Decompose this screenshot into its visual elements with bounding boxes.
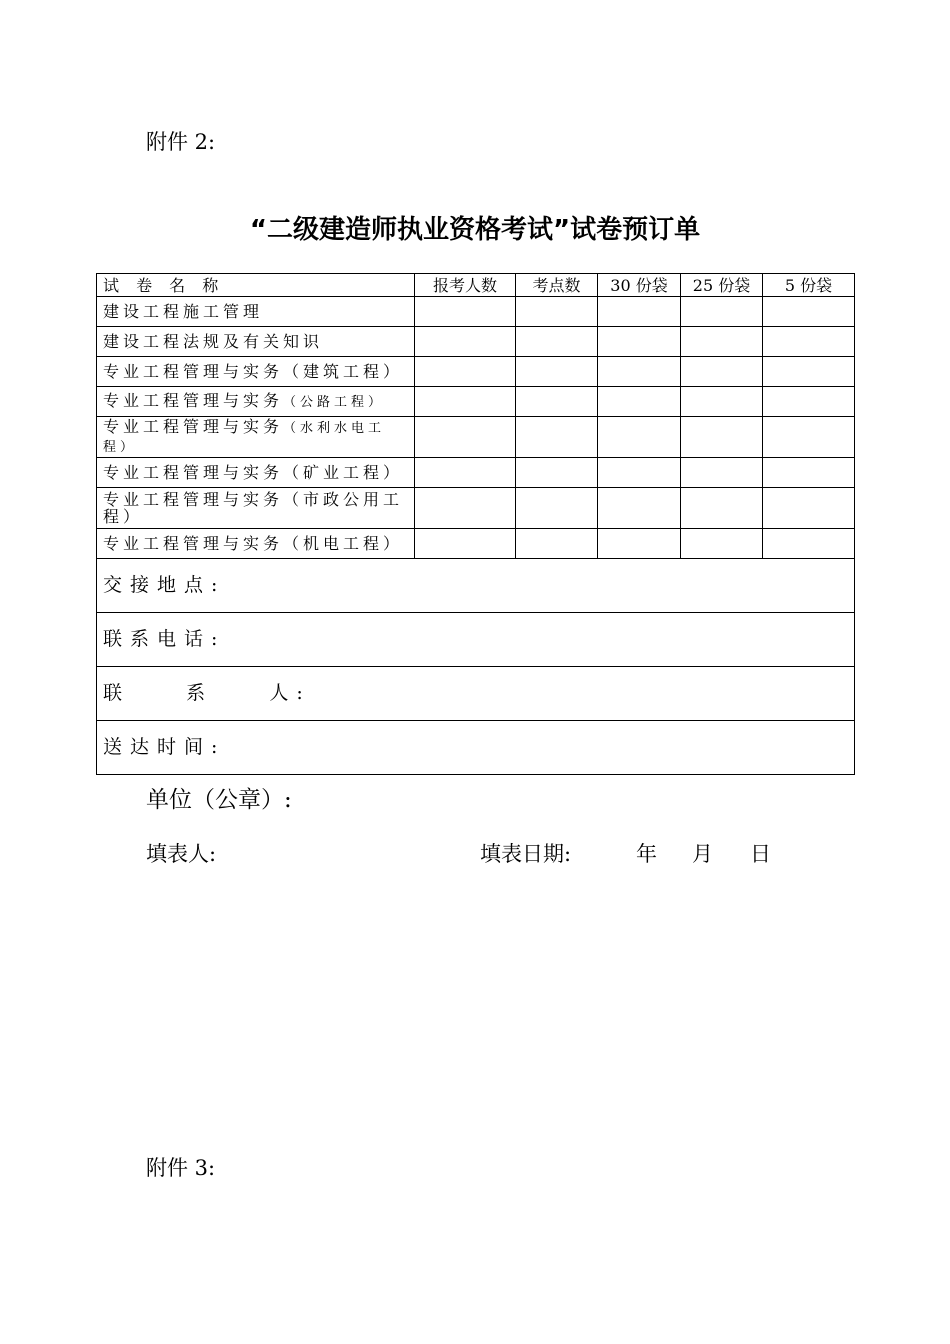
- sites-cell[interactable]: [516, 529, 598, 559]
- table-header-row: [97, 274, 855, 297]
- bags-5-cell[interactable]: [763, 357, 855, 387]
- contact-person-field[interactable]: 联 系 人:: [97, 667, 855, 721]
- header-paper-name: 试 卷 名 称: [97, 274, 415, 297]
- contact-person-row: [97, 667, 855, 721]
- bags-25-cell[interactable]: [681, 458, 763, 488]
- sites-cell[interactable]: [516, 417, 598, 458]
- delivery-time-field[interactable]: 送达时间:: [97, 721, 855, 775]
- bags-5-cell[interactable]: [763, 458, 855, 488]
- delivery-time-row: [97, 721, 855, 775]
- bags-25-cell[interactable]: [681, 357, 763, 387]
- sites-cell[interactable]: [516, 458, 598, 488]
- bags-25-cell[interactable]: [681, 417, 763, 458]
- contact-phone-row: [97, 613, 855, 667]
- table-row: [97, 357, 855, 387]
- header-25-bags: 25 份袋: [681, 274, 763, 297]
- paper-name-cell: 专业工程管理与实务（水利水电工程）: [97, 417, 415, 458]
- bags-30-cell[interactable]: [598, 357, 681, 387]
- table-row: [97, 297, 855, 327]
- paper-name-cell: 建设工程施工管理: [97, 297, 415, 327]
- applicants-cell[interactable]: [415, 357, 516, 387]
- applicants-cell[interactable]: [415, 327, 516, 357]
- paper-name-cell: 建设工程法规及有关知识: [97, 327, 415, 357]
- order-table: [96, 273, 855, 775]
- applicants-cell[interactable]: [415, 458, 516, 488]
- table-row: [97, 417, 855, 458]
- bags-25-cell[interactable]: [681, 488, 763, 529]
- bags-30-cell[interactable]: [598, 458, 681, 488]
- header-sites: 考点数: [516, 274, 598, 297]
- sites-cell[interactable]: [516, 297, 598, 327]
- applicants-cell[interactable]: [415, 297, 516, 327]
- paper-name-cell: 专业工程管理与实务（市政公用工程）: [97, 488, 415, 529]
- bags-30-cell[interactable]: [598, 529, 681, 559]
- bags-30-cell[interactable]: [598, 327, 681, 357]
- bags-5-cell[interactable]: [763, 387, 855, 417]
- handover-location-row: [97, 559, 855, 613]
- applicants-cell[interactable]: [415, 529, 516, 559]
- page-title: “二级建造师执业资格考试”试卷预订单: [249, 215, 701, 245]
- applicants-cell[interactable]: [415, 387, 516, 417]
- paper-name-cell: 专业工程管理与实务（矿业工程）: [97, 458, 415, 488]
- table-row: [97, 458, 855, 488]
- applicants-cell[interactable]: [415, 488, 516, 529]
- bags-5-cell[interactable]: [763, 488, 855, 529]
- fill-date-label: 填表日期:: [480, 842, 572, 866]
- bags-25-cell[interactable]: [681, 387, 763, 417]
- bags-25-cell[interactable]: [681, 529, 763, 559]
- table-row: [97, 387, 855, 417]
- year-label: 年: [636, 842, 657, 866]
- bags-5-cell[interactable]: [763, 529, 855, 559]
- table-row: [97, 327, 855, 357]
- contact-phone-field[interactable]: 联系电话:: [97, 613, 855, 667]
- paper-name-cell: 专业工程管理与实务（公路工程）: [97, 387, 415, 417]
- header-5-bags: 5 份袋: [763, 274, 855, 297]
- bags-5-cell[interactable]: [763, 417, 855, 458]
- header-applicants: 报考人数: [415, 274, 516, 297]
- attachment-label: 附件 2:: [146, 130, 216, 154]
- header-30-bags: 30 份袋: [598, 274, 681, 297]
- bags-5-cell[interactable]: [763, 327, 855, 357]
- table-row: [97, 488, 855, 529]
- unit-seal-label: 单位（公章）:: [146, 787, 292, 813]
- month-label: 月: [692, 842, 713, 866]
- applicants-cell[interactable]: [415, 417, 516, 458]
- bags-30-cell[interactable]: [598, 297, 681, 327]
- sites-cell[interactable]: [516, 327, 598, 357]
- bags-25-cell[interactable]: [681, 297, 763, 327]
- attachment-label: 附件 3:: [146, 1156, 216, 1180]
- sites-cell[interactable]: [516, 488, 598, 529]
- bags-30-cell[interactable]: [598, 387, 681, 417]
- handover-location-field[interactable]: 交接地点:: [97, 559, 855, 613]
- bags-30-cell[interactable]: [598, 417, 681, 458]
- sites-cell[interactable]: [516, 357, 598, 387]
- filler-label: 填表人:: [146, 842, 217, 866]
- bags-25-cell[interactable]: [681, 327, 763, 357]
- paper-name-cell: 专业工程管理与实务（机电工程）: [97, 529, 415, 559]
- bags-5-cell[interactable]: [763, 297, 855, 327]
- sites-cell[interactable]: [516, 387, 598, 417]
- table-row: [97, 529, 855, 559]
- bags-30-cell[interactable]: [598, 488, 681, 529]
- day-label: 日: [750, 842, 771, 866]
- paper-name-cell: 专业工程管理与实务（建筑工程）: [97, 357, 415, 387]
